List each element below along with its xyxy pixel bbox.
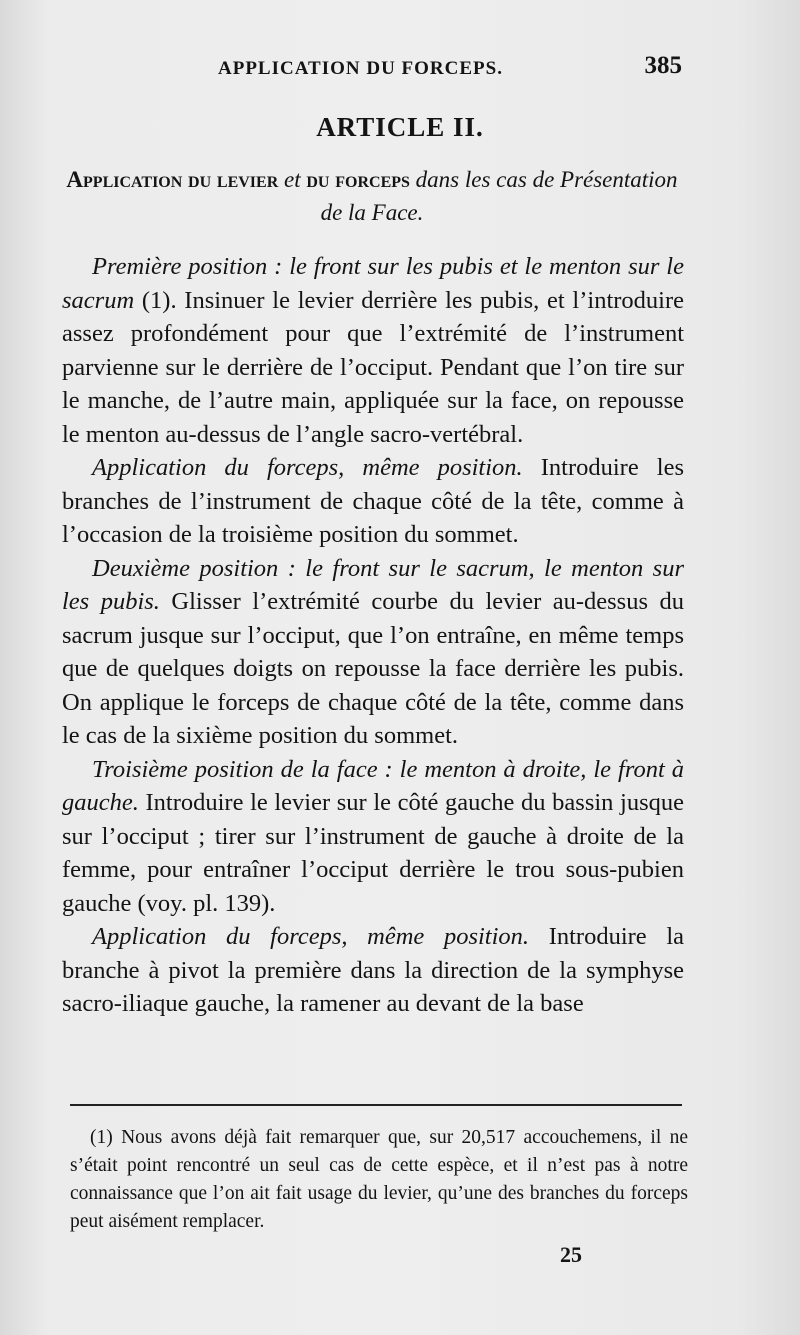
section-title xyxy=(62,163,682,229)
footnote-rule xyxy=(70,1104,682,1106)
running-title: APPLICATION DU FORCEPS. xyxy=(218,58,503,79)
paragraph-lead: Première position : le front sur les pubis et le menton sur le sacrum xyxy=(62,253,684,314)
section-title-part4: dans les cas de Présentation de la Face. xyxy=(320,167,678,225)
page-number: 385 xyxy=(644,52,682,79)
paragraph-lead: Application du forceps, même position. xyxy=(92,923,530,950)
article-heading: ARTICLE II. xyxy=(316,112,484,142)
paragraph-text: Introduire les branches de l’instrument de chaque côté de la tête, comme à l’occasion de la troisième position du sommet. xyxy=(62,454,684,548)
paragraph xyxy=(62,920,684,1021)
paragraph-lead: Deuxième position : le front sur le sacrum, le menton sur les pubis. xyxy=(62,554,684,615)
section-title-part1: Application du levier xyxy=(66,167,279,192)
running-head xyxy=(62,52,682,86)
paragraph xyxy=(62,552,684,753)
section-title-part3: du forceps xyxy=(306,167,410,192)
paragraph xyxy=(62,451,684,552)
signature-mark: 25 xyxy=(560,1242,582,1267)
paragraph-text: Introduire la branche à pivot la première dans la direction de la symphyse sacro-iliaque gauche, la ramener au devant de la base xyxy=(62,923,684,1017)
body-text xyxy=(62,250,684,1021)
paragraph xyxy=(62,753,684,921)
footnote: (1) Nous avons déjà fait remarquer que, sur 20,517 accouchemens, il ne s’était point rencontré un seul cas de cette espèce, et il n’est pas à notre connaissance que l’on ait fait usage du levier, qu’une des branches du forceps peut aisément remplacer. xyxy=(70,1127,688,1232)
paragraph-text: Introduire le levier sur le côté gauche du bassin jusque sur l’occiput ; tirer sur l’instrument de gauche à droite de la femme, pour entraîner l’occiput derrière le trou sous-pubien gauche (voy. pl. 139). xyxy=(62,789,684,917)
section-title-part2: et xyxy=(278,167,307,192)
paragraph-text: Glisser l’extrémité courbe du levier au-dessus du sacrum jusque sur l’occiput, que l’on entraîne, en même temps que de quelques doigts on repousse la face derrière les pubis. On applique le forceps de chaque côté de la tête, comme dans le cas de la sixième position du sommet. xyxy=(62,588,684,749)
paragraph-lead: Application du forceps, même position. xyxy=(92,454,523,481)
paragraph-text: (1). Insinuer le levier derrière les pubis, et l’introduire assez profondément pour que l’extrémité de l’instrument parvienne sur le derrière de l’occiput. Pendant que l’on tire sur le manche, de l’autre main, appliquée sur la face, on repousse le menton au-dessus de l’angle sacro-vertébral. xyxy=(62,286,684,448)
paragraph xyxy=(62,250,684,451)
paragraph-lead: Troisième position de la face : le menton à droite, le front à gauche. xyxy=(62,755,684,816)
